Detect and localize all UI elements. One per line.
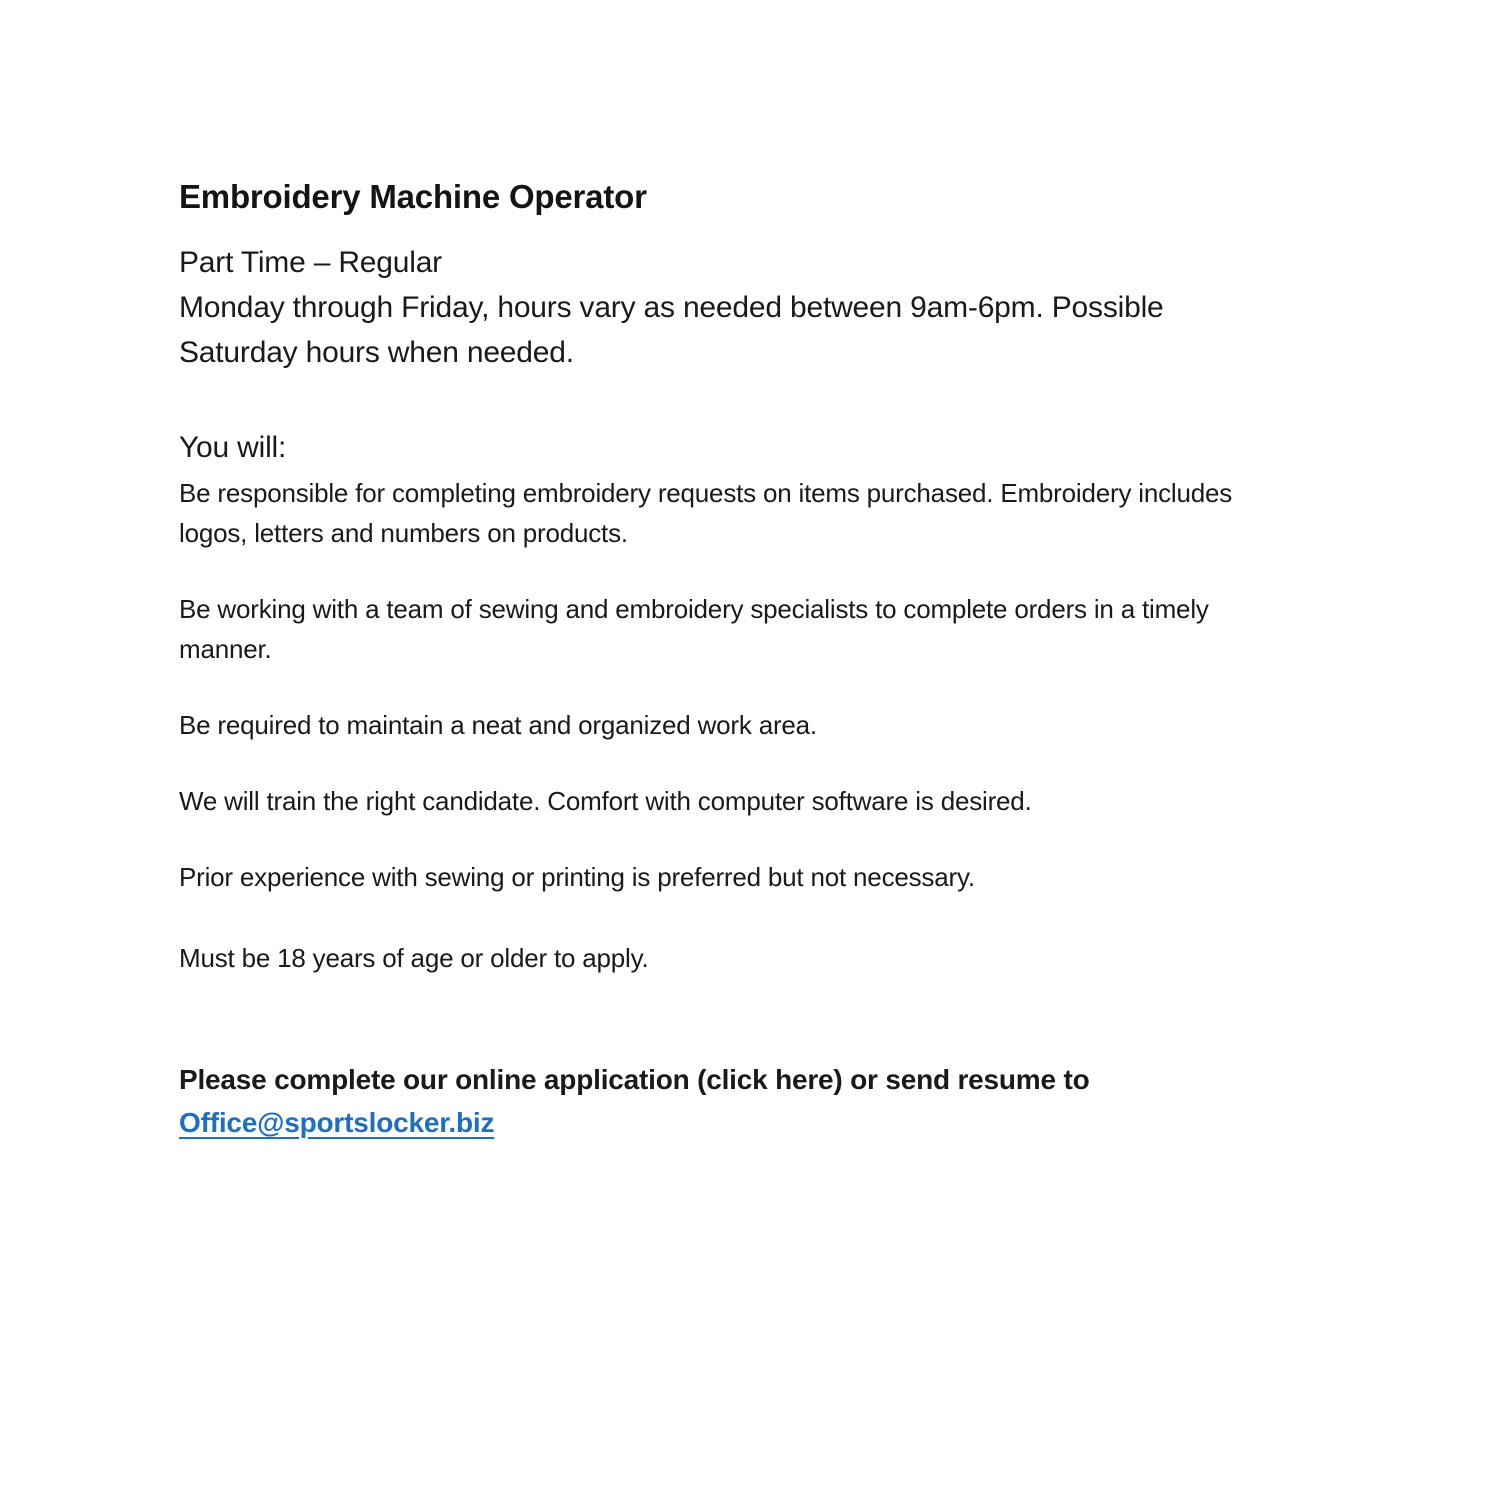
responsibility-paragraph-4 xyxy=(179,781,1340,821)
apply-instruction-line xyxy=(179,1058,1340,1101)
responsibility-paragraph-1 xyxy=(179,473,1340,553)
job-title: Embroidery Machine Operator xyxy=(179,178,647,215)
apply-paragraph xyxy=(179,1058,1340,1144)
paragraph-line: Be working with a team of sewing and embroidery specialists to complete orders in a timely xyxy=(179,594,1209,624)
schedule-line-3: Saturday hours when needed. xyxy=(179,336,574,369)
responsibility-paragraph-6 xyxy=(179,938,1340,978)
responsibility-paragraph-2 xyxy=(179,589,1340,669)
apply-text-after: or send resume to xyxy=(842,1064,1090,1095)
email-link[interactable]: Office@sportslocker.biz xyxy=(179,1107,495,1138)
click-here-link[interactable]: (click here) xyxy=(697,1064,843,1095)
apply-text-before: Please complete our online application xyxy=(179,1064,698,1095)
paragraph-line: manner. xyxy=(179,634,272,664)
paragraph-line: Prior experience with sewing or printing is preferred but not necessary. xyxy=(179,862,975,892)
paragraph-line: logos, letters and numbers on products. xyxy=(179,518,628,548)
paragraph-line: We will train the right candidate. Comfort with computer software is desired. xyxy=(179,786,1032,816)
responsibility-paragraph-3 xyxy=(179,705,1340,745)
paragraph-line: Be responsible for completing embroidery requests on items purchased. Embroidery includes xyxy=(179,478,1233,508)
you-will-heading: You will: xyxy=(179,431,287,464)
schedule-paragraph xyxy=(179,240,1340,375)
paragraph-line: Must be 18 years of age or older to apply. xyxy=(179,943,649,973)
schedule-line-2: Monday through Friday, hours vary as needed between 9am-6pm. Possible xyxy=(179,291,1164,324)
paragraph-line: Be required to maintain a neat and organized work area. xyxy=(179,710,817,740)
responsibility-paragraph-5 xyxy=(179,857,1340,897)
schedule-line-1: Part Time – Regular xyxy=(179,246,442,279)
